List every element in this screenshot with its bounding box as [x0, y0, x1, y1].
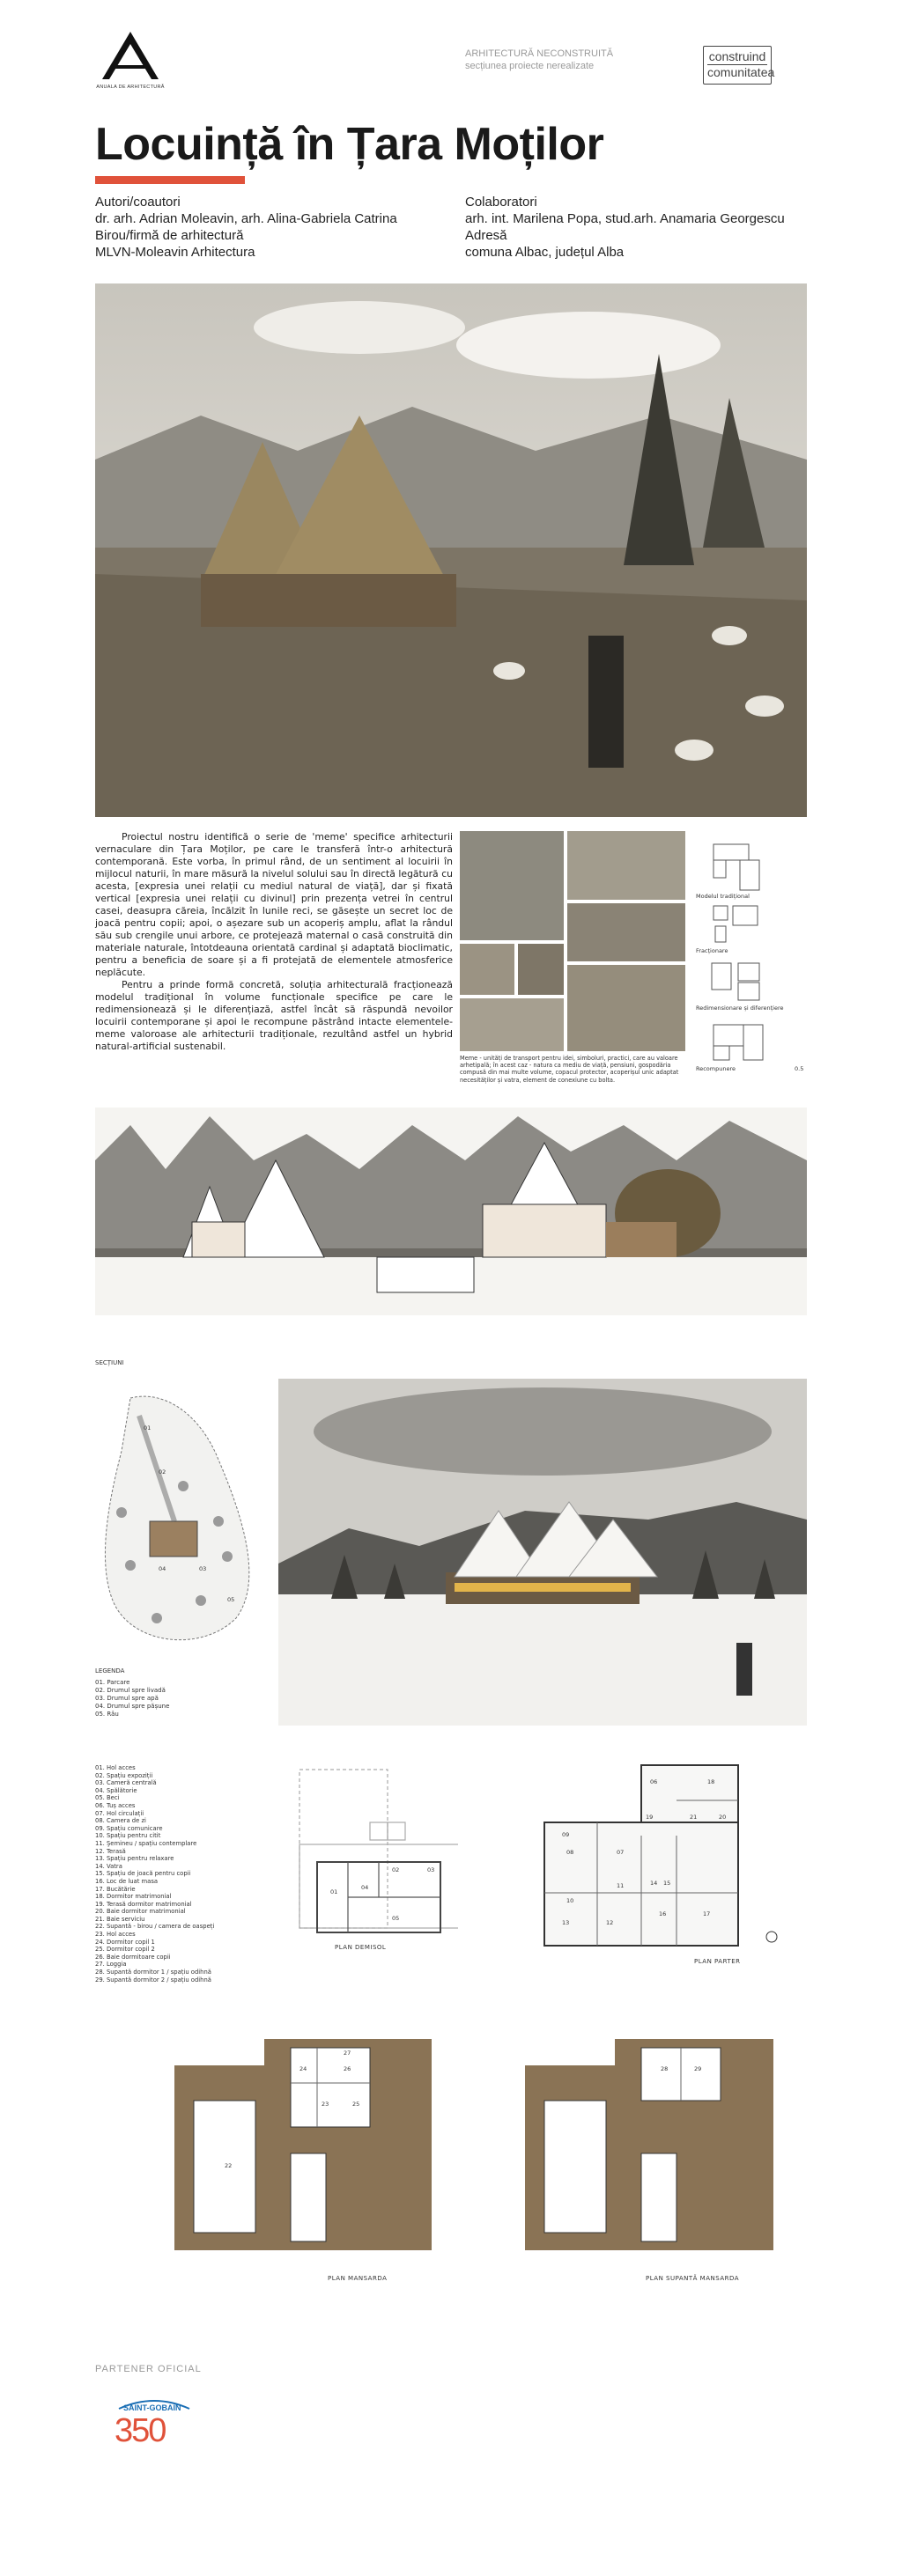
room-legend-item: 21. Baie serviciu — [95, 1915, 145, 1923]
plan-label-basement: PLAN DEMISOL — [335, 1944, 387, 1951]
room-label: 18 — [707, 1778, 715, 1785]
sections-label: SECȚIUNI — [95, 1359, 124, 1366]
logo-caption: ANUALA DE ARHITECTURĂ — [96, 85, 165, 90]
collage-photo — [567, 903, 685, 961]
room-label: 27 — [344, 2050, 351, 2057]
plan-label-mezzanine: PLAN SUPANTĂ MANSARDA — [646, 2275, 740, 2282]
collaborators-block — [465, 194, 785, 261]
legend-item: 01. Parcare — [95, 1679, 130, 1686]
concept-redimension: Redimensionare și diferențiere — [696, 1005, 784, 1012]
concept-sketches-icon — [696, 831, 810, 1086]
firm-label: Birou/firmă de arhitectură — [95, 228, 244, 243]
room-label: 07 — [617, 1849, 625, 1856]
plan-basement — [282, 1761, 458, 1951]
room-legend-item: 17. Bucătărie — [95, 1885, 136, 1893]
room-label: 04 — [361, 1884, 369, 1891]
collage-photo — [460, 998, 564, 1051]
plan-attic — [167, 2030, 440, 2285]
room-label: 06 — [650, 1778, 658, 1785]
address-label: Adresă — [465, 228, 507, 243]
room-label: 25 — [352, 2101, 360, 2108]
category-label — [465, 48, 613, 72]
collaborators-value: arh. int. Marilena Popa, stud.arh. Anamaria Georgescu — [465, 211, 785, 226]
collage-photo — [518, 944, 564, 995]
logo — [95, 30, 166, 100]
room-label: 03 — [427, 1866, 435, 1873]
concept-scale: 0.5 — [795, 1065, 804, 1072]
category-line2: secțiunea proiecte nerealizate — [465, 61, 595, 71]
room-legend-item: 14. Vatra — [95, 1862, 122, 1870]
room-legend-item: 09. Spațiu comunicare — [95, 1824, 163, 1832]
meme-collage — [460, 831, 685, 1051]
legend-item: 03. Drumul spre apă — [95, 1695, 159, 1702]
room-label: 29 — [694, 2065, 702, 2072]
title-accent-bar — [95, 176, 245, 184]
room-legend-item: 05. Beci — [95, 1794, 120, 1802]
site-legend — [95, 1667, 169, 1719]
room-legend-item: 24. Dormitor copil 1 — [95, 1938, 155, 1946]
room-legend-item: 19. Terasă dormitor matrimonial — [95, 1900, 192, 1908]
room-label: 10 — [566, 1897, 574, 1904]
room-label: 13 — [562, 1919, 570, 1926]
room-label: 16 — [659, 1910, 667, 1917]
room-legend-item: 11. Şemineu / spațiu contemplare — [95, 1839, 197, 1847]
concept-recompose: Recompunere — [696, 1065, 736, 1072]
room-label: 21 — [690, 1814, 698, 1821]
room-label: 17 — [703, 1910, 711, 1917]
collage-photo — [567, 965, 685, 1051]
authors-value: dr. arh. Adrian Moleavin, arh. Alina-Gabriela Catrina — [95, 211, 397, 226]
legend-item: 04. Drumul spre pășune — [95, 1703, 170, 1710]
site-plan — [95, 1380, 262, 1662]
room-label: 11 — [617, 1882, 625, 1889]
logo-mark-icon — [95, 30, 166, 81]
partner-number: 350 — [115, 2412, 166, 2449]
room-label: 28 — [661, 2065, 669, 2072]
room-legend — [95, 1764, 214, 1984]
badge-line2: comunitatea — [707, 65, 775, 79]
room-legend-item: 10. Spațiu pentru citit — [95, 1832, 161, 1840]
site-label-04: 04 — [159, 1565, 166, 1572]
room-legend-item: 27. Loggia — [95, 1961, 127, 1969]
plan-ground — [518, 1761, 782, 1972]
room-label: 14 — [650, 1880, 658, 1887]
plan-label-ground: PLAN PARTER — [694, 1958, 741, 1965]
room-legend-item: 08. Camera de zi — [95, 1817, 146, 1825]
plan-mezzanine — [518, 2030, 791, 2285]
room-label: 20 — [719, 1814, 727, 1821]
room-legend-item: 20. Baie dormitor matrimonial — [95, 1908, 186, 1916]
room-label: 24 — [299, 2065, 307, 2072]
room-label: 26 — [344, 2065, 351, 2072]
room-label: 08 — [566, 1849, 574, 1856]
collage-photo — [567, 831, 685, 900]
room-legend-item: 26. Baie dormitoare copii — [95, 1953, 171, 1961]
collaborators-label: Colaboratori — [465, 195, 537, 210]
room-legend-item: 03. Cameră centrală — [95, 1779, 157, 1787]
partner-label: PARTENER OFICIAL — [95, 2364, 202, 2374]
room-legend-item: 02. Spațiu expoziții — [95, 1771, 153, 1779]
firm-value: MLVN-Moleavin Arhitectura — [95, 245, 255, 260]
construind-comunitatea-badge — [703, 46, 775, 85]
room-label: 12 — [606, 1919, 614, 1926]
room-label: 23 — [322, 2101, 329, 2108]
badge-line1: construind — [708, 49, 766, 63]
room-label: 01 — [330, 1888, 338, 1895]
legend-title: LEGENDA — [95, 1667, 125, 1674]
description-p1: Proiectul nostru identifică o serie de 'meme' specifice arhitecturii vernaculare din Țara Moților, pe care le transferă într-o arhitectură contemporană. Este vorba, în primul rând, de un sentiment al locuirii în mijlocul naturii, în mare măsură la nivelul solului sau în directă legătură cu acesta, [expresia unei relații cu mediul natural de viață], dar și fixată vertical [expresia unei relații cu divinul] prin prezența vetrei în centrul casei, deasupra căreia, încălzit în lunile reci, se găsește un secret loc de joacă pentru copii; apoi, o așezare sub un acoperiș amplu, aflat la rândul său sub crengile unui arbore, ce protejează maternal o casă construită din materiale naturale, întotdeauna orientată cardinal și adaptată bioclimatic, pentru a beneficia de soare și a fi protejată de elementele atmosferice neplăcute. — [95, 831, 453, 978]
meme-caption: Meme - unități de transport pentru idei, simboluri, practici, care au valoare arhetipală; în acest caz - natura ca mediu de viață, pensiuni, gospodăria compusă din mai multe volume, copacul protector, acoperișul unic adaptat necesităților și vatra, element de conexiune cu bolta. — [460, 1055, 679, 1084]
collage-photo — [460, 944, 514, 995]
concept-fractioning: Fracționare — [696, 947, 728, 954]
room-legend-item: 15. Spațiu de joacă pentru copii — [95, 1870, 191, 1878]
room-label: 02 — [392, 1866, 400, 1873]
sections-render — [95, 1108, 807, 1315]
room-legend-item: 22. Supantă - birou / camera de oaspeți — [95, 1923, 215, 1931]
room-label: 15 — [663, 1880, 671, 1887]
concept-diagram — [696, 831, 810, 1095]
legend-item: 05. Râu — [95, 1711, 119, 1718]
saint-gobain-logo — [106, 2393, 203, 2455]
room-legend-item: 07. Hol circulații — [95, 1809, 144, 1817]
site-label-03: 03 — [199, 1565, 207, 1572]
room-label: 05 — [392, 1915, 400, 1922]
partner-brand: SAINT-GOBAIN — [123, 2403, 181, 2412]
room-legend-item: 23. Hol acces — [95, 1931, 136, 1939]
description — [95, 831, 453, 1053]
hero-render — [95, 283, 807, 817]
room-legend-item: 16. Loc de luat masa — [95, 1877, 159, 1885]
site-label-05: 05 — [227, 1596, 235, 1603]
authors-label: Autori/coautori — [95, 195, 181, 210]
room-label: 19 — [646, 1814, 654, 1821]
room-legend-item: 28. Supantă dormitor 1 / spațiu odihnă — [95, 1969, 211, 1976]
concept-traditional: Modelul tradițional — [696, 893, 750, 900]
collage-photo — [460, 831, 564, 940]
room-legend-item: 29. Supantă dormitor 2 / spațiu odihnă — [95, 1976, 211, 1984]
page-title: Locuință în Țara Moților — [95, 119, 604, 170]
room-legend-item: 04. Spălătorie — [95, 1786, 137, 1794]
room-label: 22 — [225, 2162, 233, 2169]
room-legend-item: 01. Hol acces — [95, 1764, 136, 1771]
site-label-02: 02 — [159, 1468, 166, 1476]
legend-item: 02. Drumul spre livadă — [95, 1687, 166, 1694]
room-legend-item: 06. Tuș acces — [95, 1801, 136, 1809]
site-label-01: 01 — [144, 1424, 152, 1432]
room-legend-item: 18. Dormitor matrimonial — [95, 1893, 172, 1901]
room-legend-item: 12. Terasă — [95, 1847, 126, 1855]
room-legend-item: 13. Spațiu pentru relaxare — [95, 1855, 174, 1863]
room-legend-item: 25. Dormitor copil 2 — [95, 1946, 155, 1954]
category-line1: ARHITECTURĂ NECONSTRUITĂ — [465, 48, 614, 59]
room-label: 09 — [562, 1831, 570, 1838]
address-value: comuna Albac, județul Alba — [465, 245, 625, 260]
authors-block — [95, 194, 397, 261]
winter-render — [278, 1379, 807, 1726]
plan-label-attic: PLAN MANSARDA — [328, 2275, 388, 2282]
description-p2: Pentru a prinde formă concretă, soluția arhitecturală fracționează modelul tradițional în volume funcționale specifice pe care le redimensionează și le diferențiază, astfel încât să răspundă nevoilor locuirii contemporane și apoi le recompune păstrând intacte elementele-meme valoroase ale arhitecturii tradiționale, rezultând astfel un hybrid natural-artificial sustenabil. — [95, 979, 453, 1052]
